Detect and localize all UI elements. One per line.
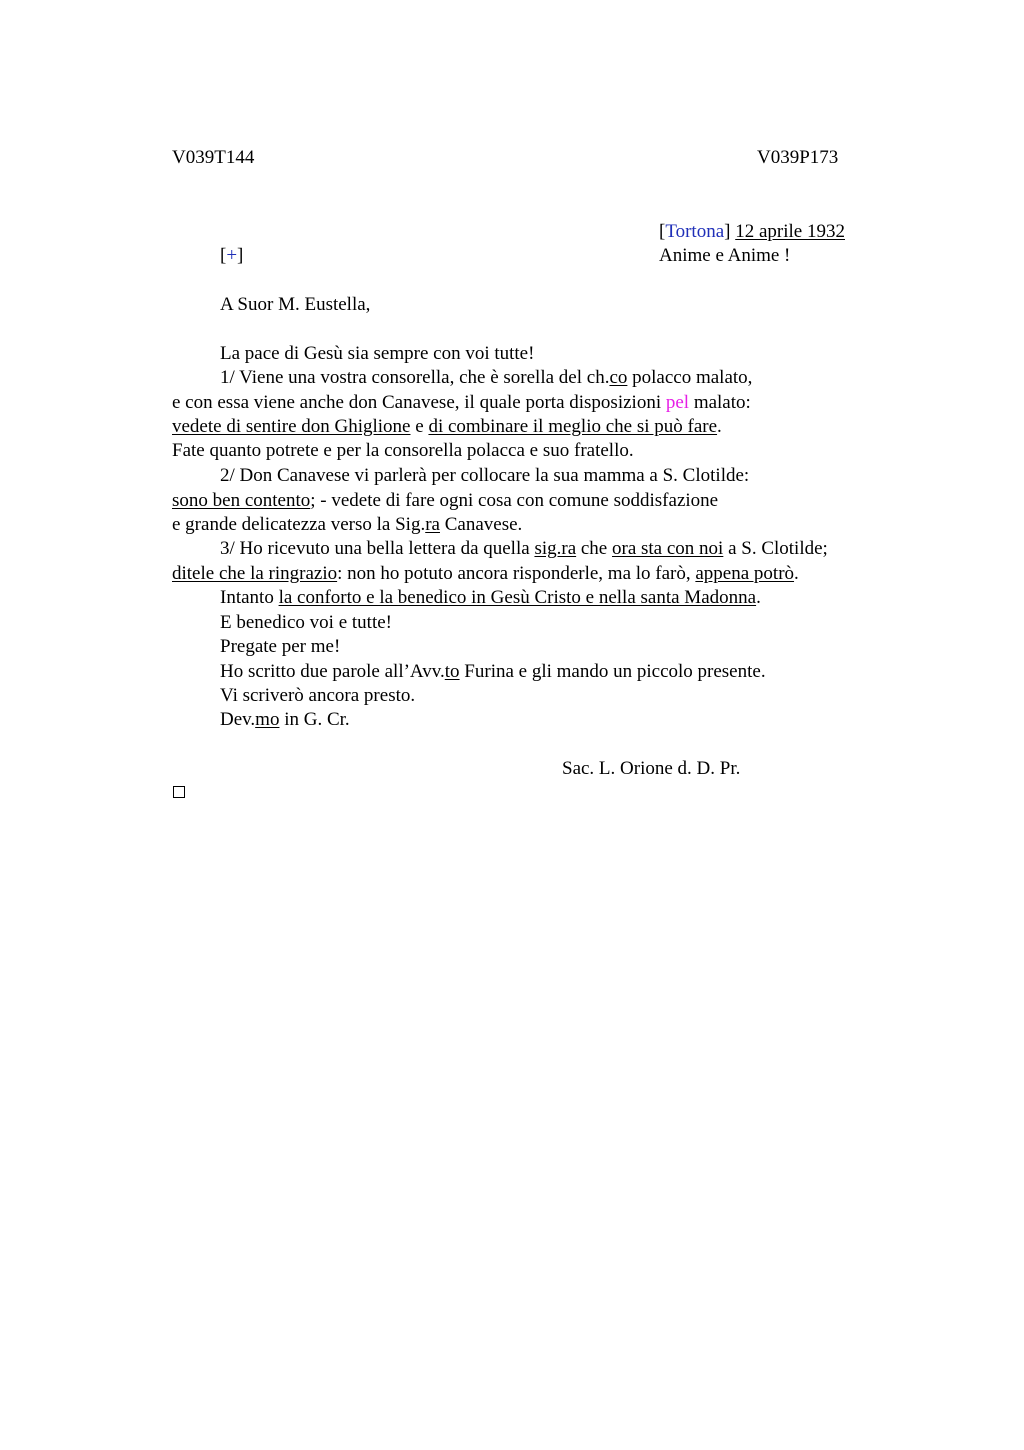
closing-line-4: Ho scritto due parole all’Avv.to Furina e gli mando un piccolo presente.	[220, 661, 766, 682]
place-name: Tortona	[665, 221, 725, 242]
paragraph-1-line-3: vedete di sentire don Ghiglione e di combinare il meglio che si può fare.	[172, 416, 722, 437]
document-code-right: V039P173	[757, 147, 839, 168]
paragraph-2-line-3: e grande delicatezza verso la Sig.ra Canavese.	[172, 514, 523, 535]
paragraph-1-line-4: Fate quanto potrete e per la consorella polacca e suo fratello.	[172, 440, 634, 461]
closing-line-3: Pregate per me!	[220, 636, 341, 657]
paragraph-3-line-2: ditele che la ringrazio: non ho potuto ancora risponderle, ma lo farò, appena potrò.	[172, 563, 799, 584]
closing-line-1: Intanto la conforto e la benedico in Gesù Cristo e nella santa Madonna.	[220, 587, 761, 608]
paragraph-2-line-2: sono ben contento; - vedete di fare ogni cosa con comune soddisfazione	[172, 490, 719, 511]
closing-line-6: Dev.mo in G. Cr.	[220, 709, 350, 730]
closing-line-5: Vi scriverò ancora presto.	[220, 685, 416, 706]
motto: Anime e Anime !	[659, 245, 791, 266]
greeting: La pace di Gesù sia sempre con voi tutte!	[220, 343, 535, 364]
cross-mark: [+]	[220, 245, 244, 266]
paragraph-1-line-1: 1/ Viene una vostra consorella, che è sorella del ch.co polacco malato,	[220, 367, 753, 388]
end-square-icon	[173, 786, 185, 798]
paragraph-1-line-2: e con essa viene anche don Canavese, il quale porta disposizioni pel malato:	[172, 392, 751, 413]
cross-symbol: +	[226, 245, 238, 266]
signature: Sac. L. Orione d. D. Pr.	[562, 758, 741, 779]
paragraph-3-line-1: 3/ Ho ricevuto una bella lettera da quella sig.ra che ora sta con noi a S. Clotilde;	[220, 538, 828, 559]
recipient: A Suor M. Eustella,	[220, 294, 371, 315]
place-date-line: [Tortona] 12 aprile 1932	[659, 221, 845, 242]
closing-line-2: E benedico voi e tutte!	[220, 612, 392, 633]
highlighted-word: pel	[665, 392, 690, 413]
paragraph-2-line-1: 2/ Don Canavese vi parlerà per collocare la sua mamma a S. Clotilde:	[220, 465, 750, 486]
letter-date: 12 aprile 1932	[735, 221, 845, 242]
document-code-left: V039T144	[172, 147, 255, 168]
